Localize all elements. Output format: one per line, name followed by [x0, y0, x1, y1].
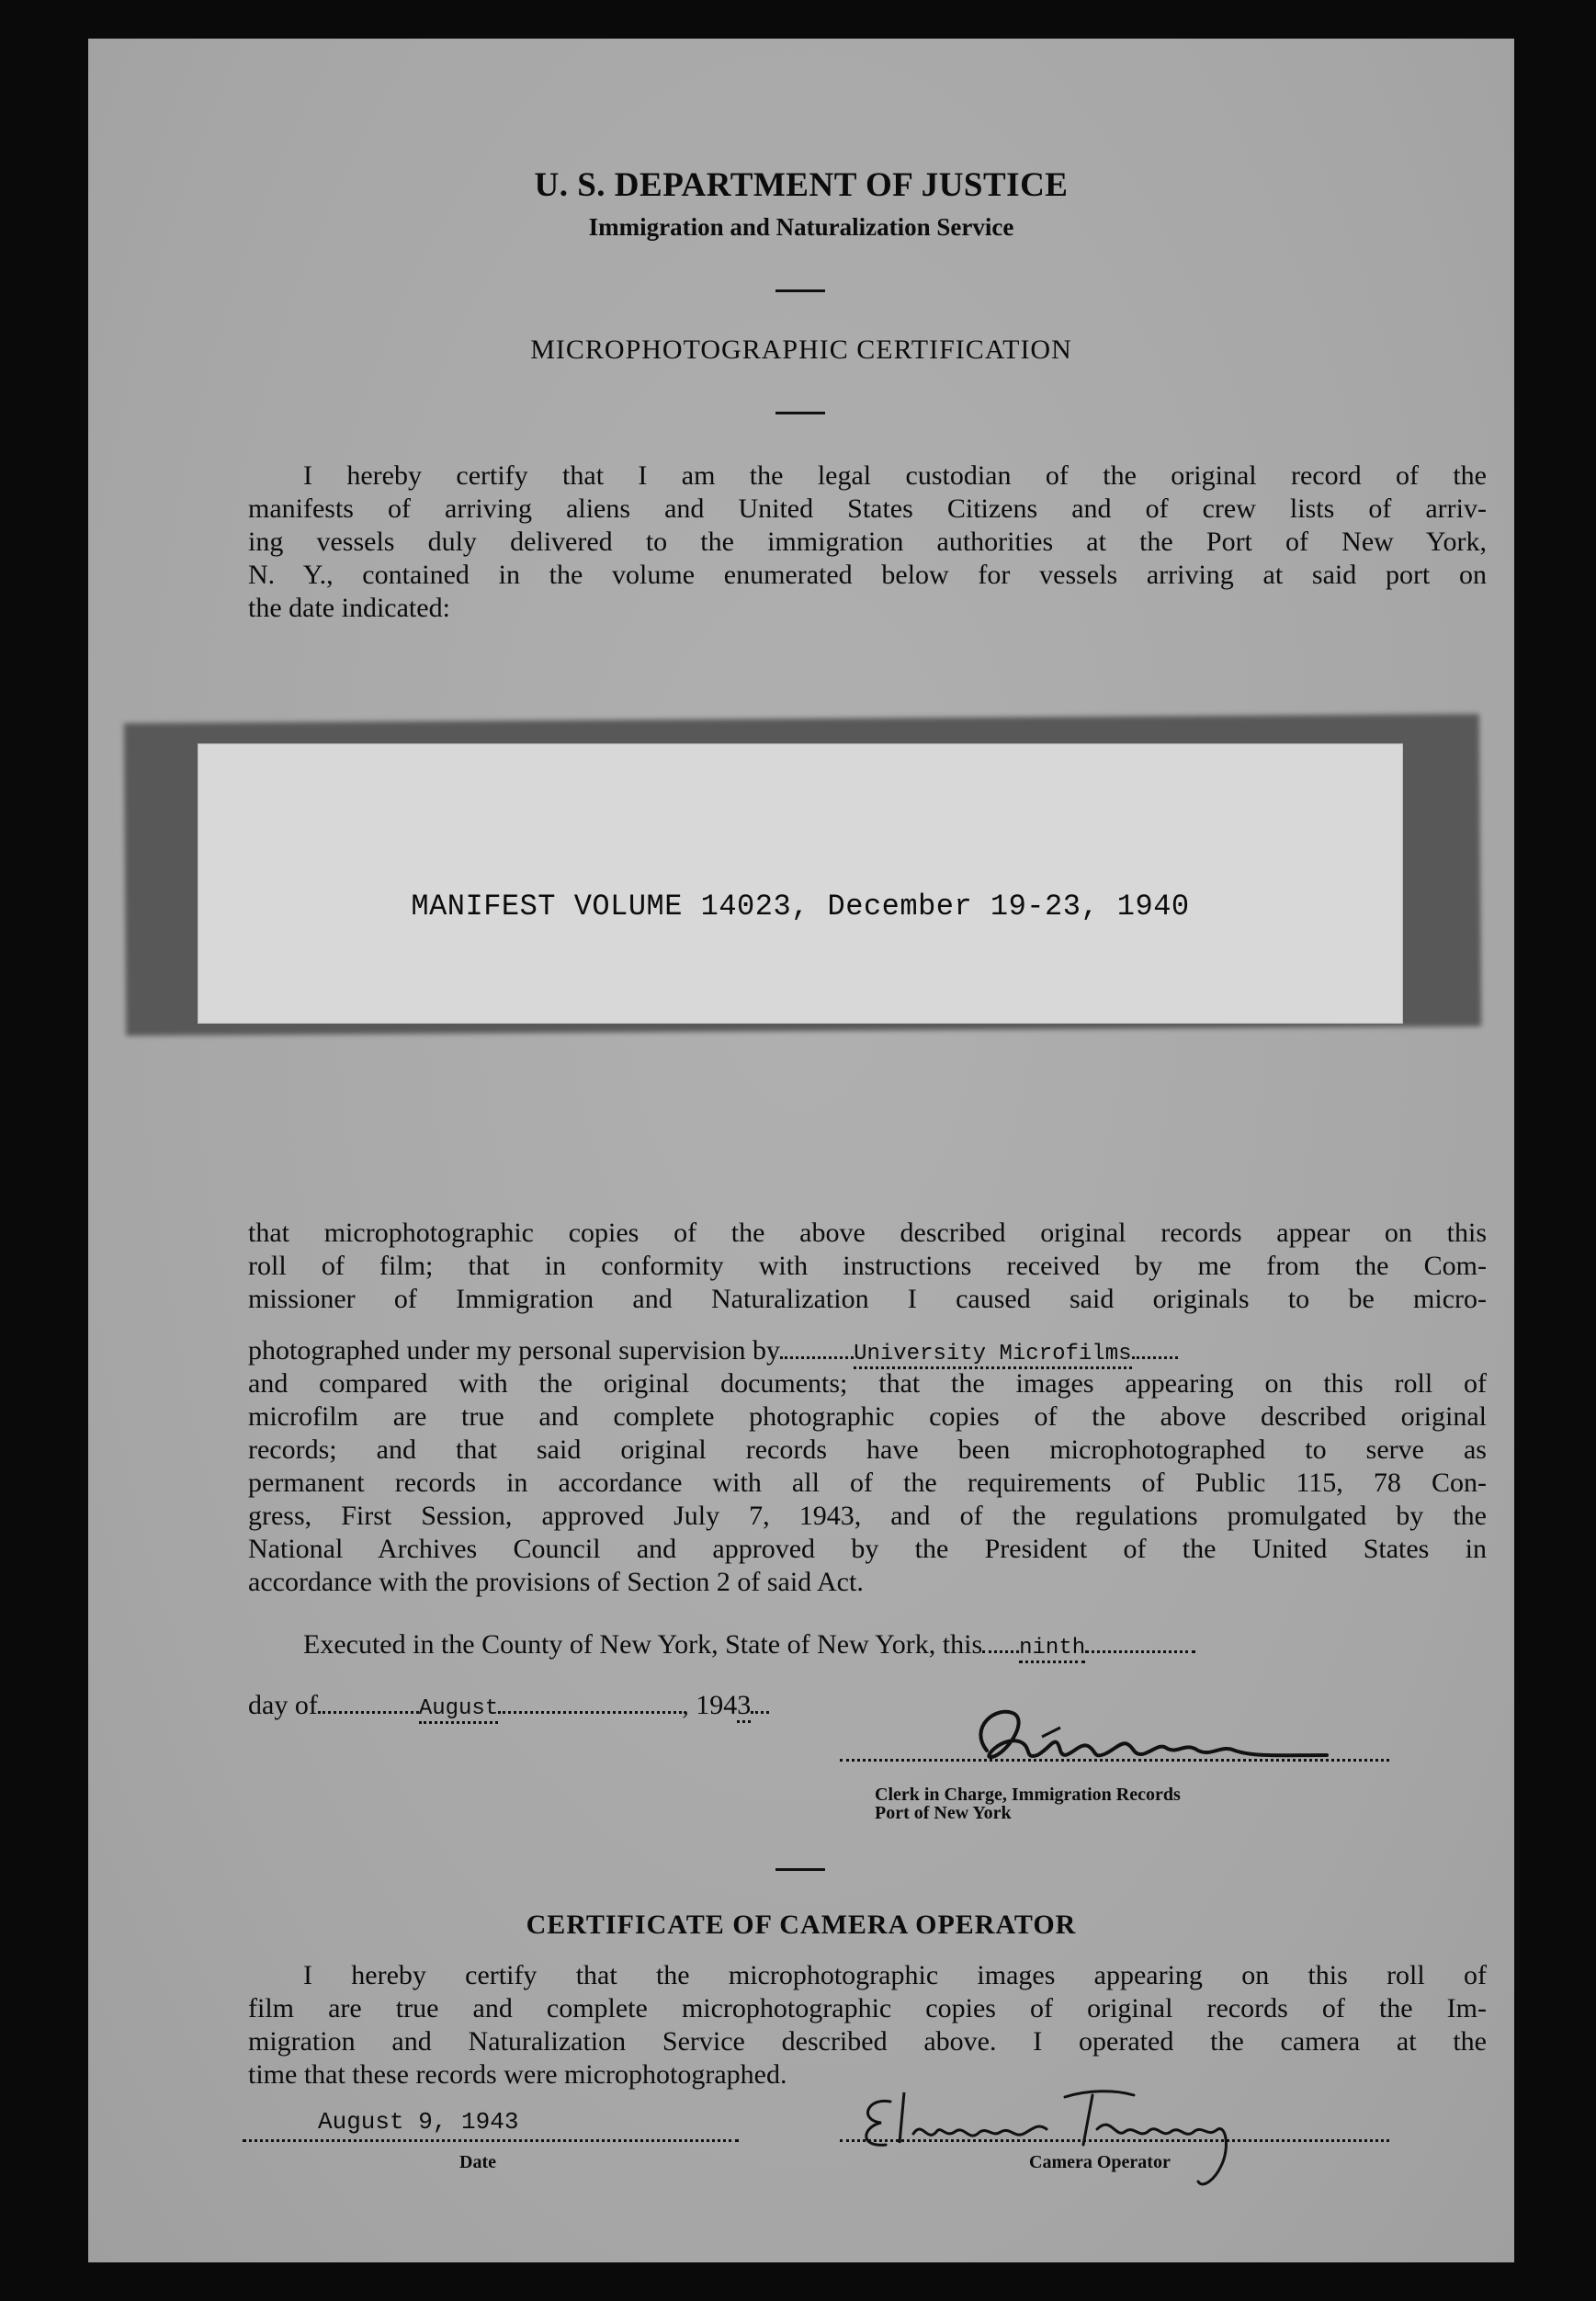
- paragraph-line: I hereby certify that I am the legal custodian of the original record of the: [303, 460, 1487, 491]
- certificate-sheet: [88, 39, 1514, 2262]
- body-paragraph-a: [248, 1217, 1487, 1316]
- paragraph-line: accordance with the provisions of Section 2 of said Act.: [248, 1567, 864, 1597]
- executed-text: Executed in the County of New York, State of New York, this: [303, 1629, 983, 1660]
- certification-title: MICROPHOTOGRAPHIC CERTIFICATION: [530, 334, 1072, 365]
- year-digit: 3: [737, 1690, 751, 1723]
- dotted-fill: [498, 1711, 682, 1714]
- service-subheading: Immigration and Naturalization Service: [588, 213, 1014, 241]
- paragraph-line: film are true and complete microphotographic copies of original records of the Im-: [248, 1993, 1487, 2023]
- clerk-port: Port of New York: [875, 1803, 1012, 1823]
- dotted-fill: [780, 1356, 854, 1359]
- paragraph-line: gress, First Session, approved July 7, 1943, and of the regulations promulgated by the: [248, 1501, 1487, 1531]
- paragraph-line: microfilm are true and complete photographic copies of the above described original: [248, 1401, 1487, 1432]
- date-label: Date: [459, 2152, 496, 2172]
- date-line: [243, 2139, 739, 2142]
- date-value: August 9, 1943: [318, 2108, 519, 2136]
- dotted-fill: [1132, 1356, 1178, 1359]
- divider-rule: [775, 289, 825, 292]
- operator-label: Camera Operator: [1029, 2152, 1171, 2172]
- paragraph-line: National Archives Council and approved by the President of the United States in: [248, 1534, 1487, 1564]
- day-of-label: day of: [248, 1690, 318, 1720]
- month-value: August: [419, 1696, 498, 1724]
- divider-rule: [775, 1868, 825, 1871]
- certification-paragraph: [248, 459, 1487, 625]
- camera-operator-signature: [849, 2079, 1290, 2198]
- manifest-volume-label: MANIFEST VOLUME 14023, December 19-23, 1940: [411, 890, 1190, 924]
- day-value: ninth: [1019, 1636, 1085, 1663]
- paragraph-line: migration and Naturalization Service described above. I operated the camera at the: [248, 2026, 1487, 2057]
- dotted-fill: [1085, 1650, 1195, 1653]
- paragraph-line: time that these records were microphotographed.: [248, 2059, 787, 2090]
- day-of-line: [248, 1689, 769, 1726]
- camera-paragraph: [248, 1959, 1487, 2091]
- photographed-prefix: photographed under my personal supervision by: [248, 1335, 781, 1366]
- divider-rule: [775, 412, 825, 414]
- paragraph-line: records; and that said original records have been microphotographed to serve as: [248, 1434, 1487, 1465]
- paragraph-line: I hereby certify that the microphotographic images appearing on this roll of: [303, 1960, 1487, 1990]
- paragraph-line: that microphotographic copies of the above described original records appear on this: [248, 1218, 1487, 1248]
- dotted-fill: [751, 1711, 769, 1714]
- dotted-fill: [318, 1711, 419, 1714]
- camera-certificate-title: CERTIFICATE OF CAMERA OPERATOR: [526, 1910, 1077, 1940]
- executed-line: [303, 1628, 1195, 1665]
- dotted-fill: [982, 1650, 1019, 1653]
- paragraph-line: missioner of Immigration and Naturalization I caused said originals to be micro-: [248, 1284, 1487, 1314]
- paragraph-line: roll of film; that in conformity with instructions received by me from the Com-: [248, 1251, 1487, 1281]
- paragraph-line: ing vessels duly delivered to the immigration authorities at the Port of New York,: [248, 527, 1487, 557]
- photographer-value: University Microfilms: [854, 1342, 1131, 1369]
- year-prefix: , 194: [682, 1690, 738, 1720]
- clerk-title: Clerk in Charge, Immigration Records: [875, 1785, 1181, 1805]
- paragraph-line: and compared with the original documents; that the images appearing on this roll of: [248, 1368, 1487, 1399]
- paragraph-line: N. Y., contained in the volume enumerated below for vessels arriving at said port on: [248, 560, 1487, 590]
- clerk-signature: [950, 1700, 1391, 1774]
- body-paragraph-b: [248, 1367, 1487, 1599]
- department-heading: U. S. DEPARTMENT OF JUSTICE: [534, 166, 1069, 204]
- paragraph-line: the date indicated:: [248, 593, 450, 623]
- photographed-by-line: [248, 1334, 1487, 1371]
- paragraph-line: manifests of arriving aliens and United States Citizens and of crew lists of arriv-: [248, 493, 1487, 524]
- paragraph-line: permanent records in accordance with all of the requirements of Public 115, 78 Con-: [248, 1468, 1487, 1498]
- manifest-label-strip: [198, 744, 1402, 1023]
